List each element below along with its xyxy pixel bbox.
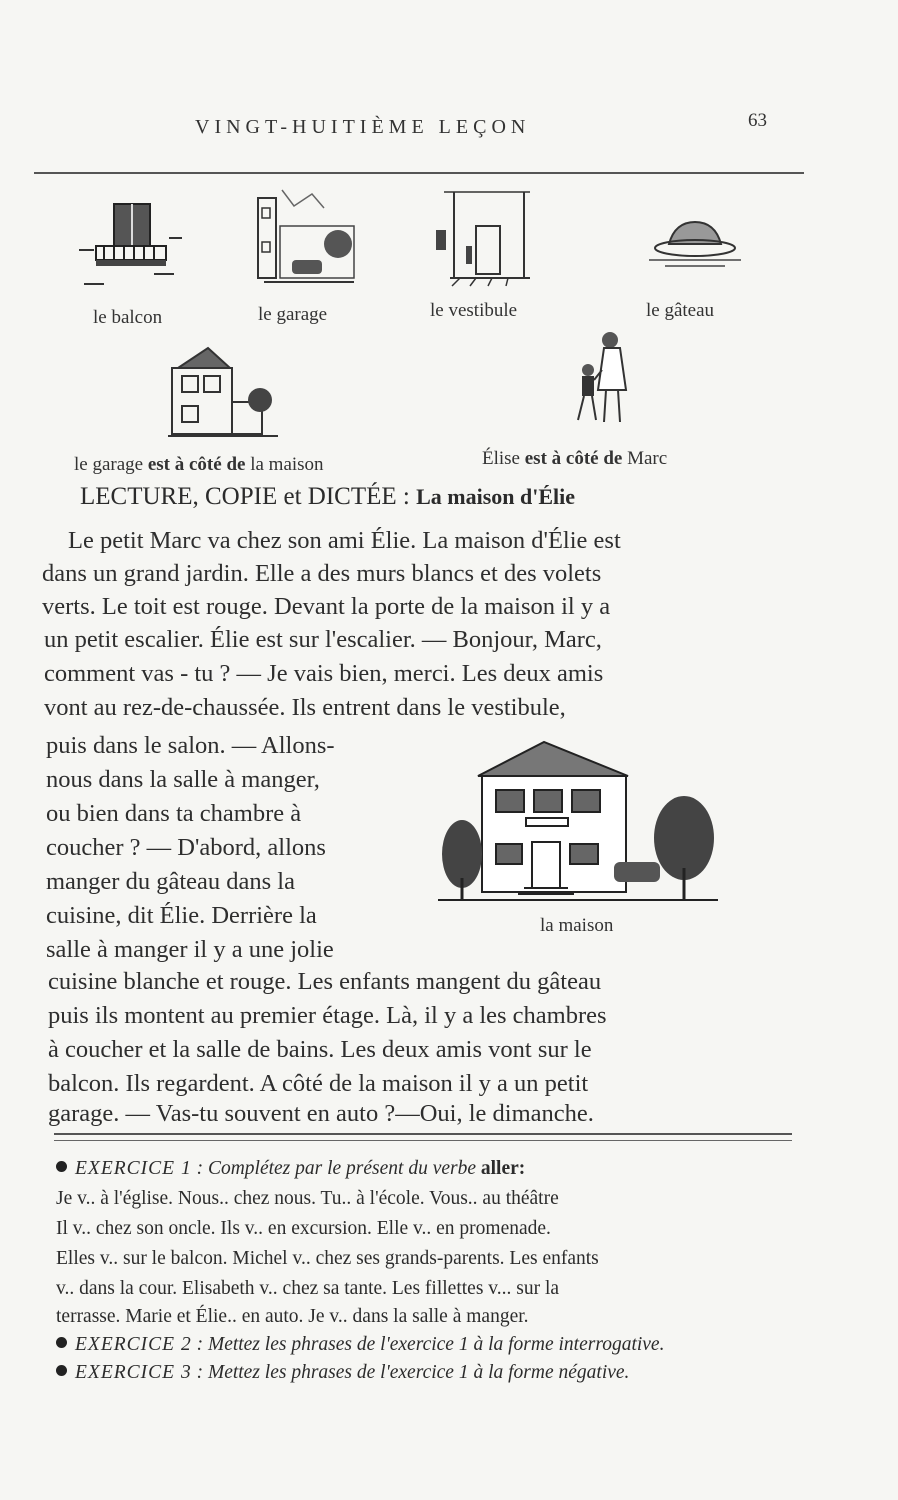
exercise-1-line: Je v.. à l'église. Nous.. chez nous. Tu.. à l'école. Vous.. au théâtre — [56, 1188, 559, 1209]
balcony-icon — [74, 196, 184, 296]
garage-icon — [254, 186, 364, 288]
vocab-caption: le vestibule — [430, 300, 518, 321]
reading-line: cuisine, dit Élie. Derrière la — [46, 902, 317, 929]
section-rule — [54, 1133, 792, 1135]
exercise-1-line: v.. dans la cour. Elisabeth v.. chez sa tante. Les fillettes v... sur la — [56, 1278, 560, 1299]
cake-icon — [645, 216, 745, 268]
reading-line: à coucher et la salle de bains. Les deux amis vont sur le — [48, 1036, 592, 1063]
reading-line: puis dans le salon. — Allons- — [46, 732, 335, 759]
reading-title: La maison d'Élie — [416, 484, 575, 509]
bullet-icon — [56, 1337, 67, 1348]
reading-heading: LECTURE, COPIE et DICTÉE : La maison d'Élie — [80, 483, 575, 510]
hallway-icon — [430, 186, 540, 288]
reading-line: puis ils montent au premier étage. Là, il y a les chambres — [48, 1002, 607, 1029]
reading-line: nous dans la salle à manger, — [46, 766, 320, 793]
exercise-1-line: Il v.. chez son oncle. Ils v.. en excursion. Elle v.. en promenade. — [56, 1218, 551, 1239]
vocab-sentence: le garage est à côté de la maison — [74, 454, 324, 475]
vocab-caption: le gâteau — [646, 300, 715, 321]
exercise-2: EXERCICE 2 : Mettez les phrases de l'exercice 1 à la forme interrogative. — [56, 1334, 664, 1356]
bullet-icon — [56, 1161, 67, 1172]
bullet-icon — [56, 1365, 67, 1376]
garage-beside-house-icon — [168, 340, 280, 440]
running-title: VINGT-HUITIÈME LEÇON — [195, 116, 531, 138]
reading-line: balcon. Ils regardent. A côté de la maison il y a un petit — [48, 1070, 589, 1097]
section-rule — [54, 1140, 792, 1141]
reading-line: comment vas - tu ? — Je vais bien, merci. Les deux amis — [44, 660, 604, 687]
reading-line: ou bien dans ta chambre à — [46, 800, 302, 827]
house-icon — [438, 738, 720, 902]
reading-line: dans un grand jardin. Elle a des murs blancs et des volets — [42, 560, 602, 587]
vocab-sentence: Élise est à côté de Marc — [482, 448, 668, 469]
page-number: 63 — [748, 110, 767, 131]
exercise-1-line: Elles v.. sur le balcon. Michel v.. chez ses grands-parents. Les enfants — [56, 1248, 599, 1269]
reading-line: cuisine blanche et rouge. Les enfants mangent du gâteau — [48, 968, 602, 995]
reading-line: un petit escalier. Élie est sur l'escalier. — Bonjour, Marc, — [44, 626, 602, 653]
girl-and-boy-icon — [570, 330, 636, 430]
reading-line: vont au rez-de-chaussée. Ils entrent dans le vestibule, — [44, 694, 566, 721]
reading-line: verts. Le toit est rouge. Devant la porte de la maison il y a — [42, 593, 611, 620]
vocab-caption: le garage — [258, 304, 328, 325]
reading-line: manger du gâteau dans la — [46, 868, 295, 895]
header-rule — [34, 172, 804, 174]
reading-line: Le petit Marc va chez son ami Élie. La maison d'Élie est — [68, 527, 621, 554]
reading-line: coucher ? — D'abord, allons — [46, 834, 326, 861]
exercise-1-heading: EXERCICE 1 : Complétez par le présent du verbe aller: — [56, 1158, 525, 1180]
house-caption: la maison — [540, 915, 614, 936]
reading-line: garage. — Vas-tu souvent en auto ?—Oui, le dimanche. — [48, 1100, 594, 1127]
reading-line: salle à manger il y a une jolie — [46, 936, 334, 963]
exercise-3: EXERCICE 3 : Mettez les phrases de l'exercice 1 à la forme négative. — [56, 1362, 629, 1384]
exercise-1-line: terrasse. Marie et Élie.. en auto. Je v.. dans la salle à manger. — [56, 1306, 529, 1327]
vocab-caption: le balcon — [93, 307, 163, 328]
